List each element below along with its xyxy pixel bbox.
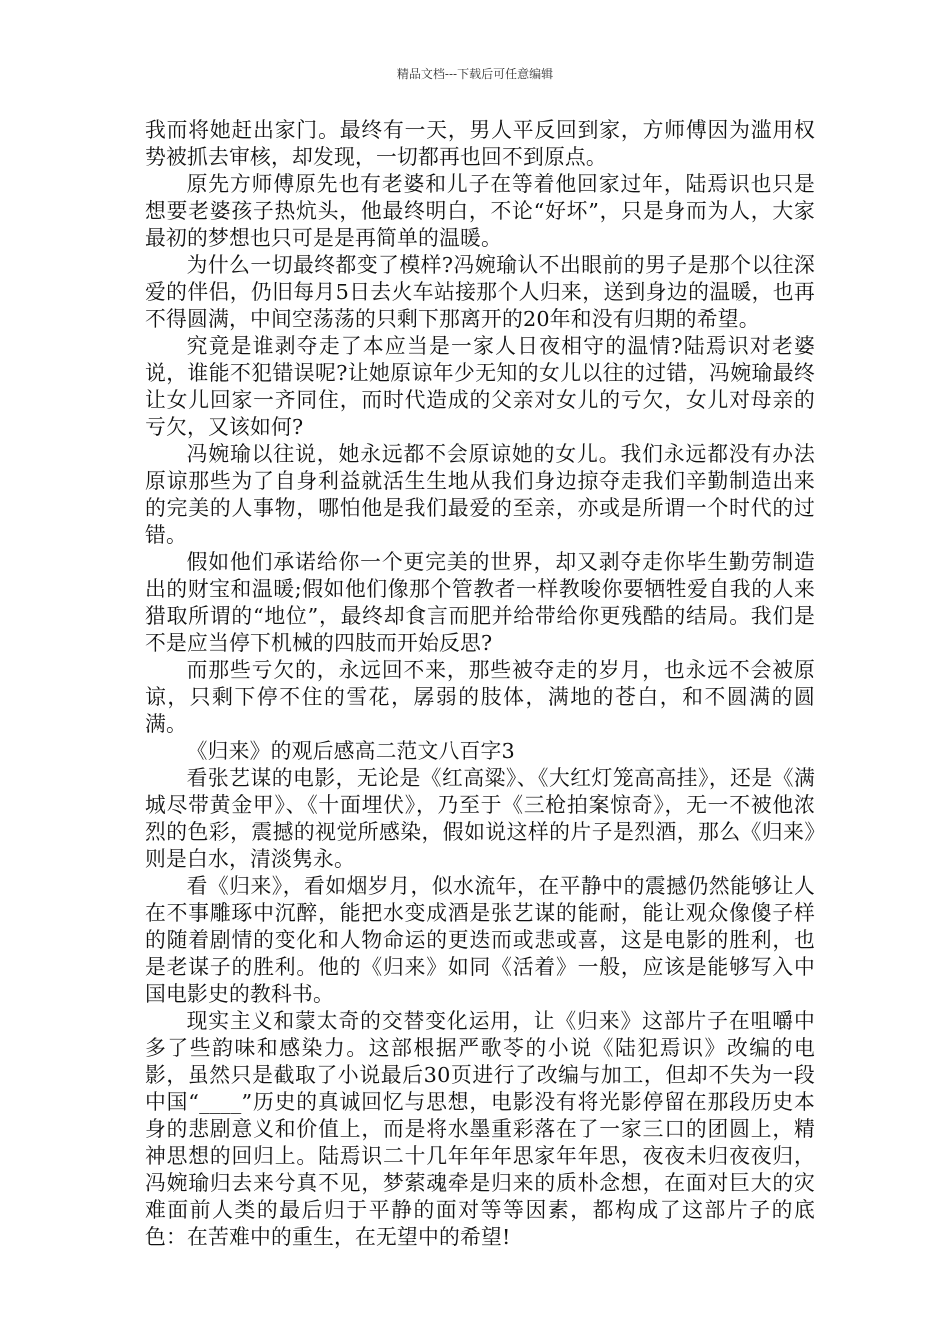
paragraph: 看张艺谋的电影，无论是《红高粱》、《大红灯笼高高挂》，还是《满城尽带黄金甲》、《十面埋伏》，乃至于《三枪拍案惊奇》，无一不被他浓烈的色彩，震撼的视觉所感染，假如说这样的片子是烈酒，那么《归来》则是白水，清淡隽永。: [145, 766, 815, 871]
paragraph: 冯婉瑜以往说，她永远都不会原谅她的女儿。我们永远都没有办法原谅那些为了自身利益就活生生地从我们身边掠夺走我们辛勤制造出来的完美的人事物，哪怕他是我们最爱的至亲，亦或是所谓一个时代的过错。: [145, 442, 815, 547]
paragraph: 原先方师傅原先也有老婆和儿子在等着他回家过年，陆焉识也只是想要老婆孩子热炕头，他最终明白，不论“好坏”，只是身而为人，大家最初的梦想也只可是是再简单的温暖。: [145, 172, 815, 250]
section-heading: 《归来》的观后感高二范文八百字3: [186, 739, 515, 763]
paragraph: 看《归来》，看如烟岁月，似水流年，在平静中的震撼仍然能够让人在不事雕琢中沉醉，能把水变成酒是张艺谋的能耐，能让观众像傻子样的随着剧情的变化和人物命运的更迭而或悲或喜，这是电影的胜利，也是老谋子的胜利。他的《归来》如同《活着》一般，应该是能够写入中国电影史的教科书。: [145, 874, 815, 1006]
paragraph: 现实主义和蒙太奇的交替变化运用，让《归来》这部片子在咀嚼中多了些韵味和感染力。这部根据严歌苓的小说《陆犯焉识》改编的电影，虽然只是截取了小说最后30页进行了改编与加工，但却不失为一段中国“____”历史的真诚回忆与思想，电影没有将光影停留在那段历史本身的悲剧意义和价值上，而是将水墨重彩落在了一家三口的团圆上，精神思想的回归上。陆焉识二十几年年年思家年年思，夜夜未归夜夜归，冯婉瑜归去来兮真不见，梦萦魂牵是归来的质朴念想，在面对巨大的灾难面前人类的最后归于平静的面对等等因素，都构成了这部片子的底色：在苦难中的重生，在无望中的希望!: [145, 1009, 815, 1249]
paragraph-continued: 我而将她赶出家门。最终有一天，男人平反回到家，方师傅因为滥用权势被抓去审核，却发现，一切都再也回不到原点。: [145, 118, 815, 169]
paragraph: 而那些亏欠的，永远回不来，那些被夺走的岁月，也永远不会被原谅，只剩下停不住的雪花，孱弱的肢体，满地的苍白，和不圆满的圆满。: [145, 658, 815, 736]
paragraph: 为什么一切最终都变了模样?冯婉瑜认不出眼前的男子是那个以往深爱的伴侣，仍旧每月5日去火车站接那个人归来，送到身边的温暖，也再不得圆满，中间空荡荡的只剩下那离开的20年和没有归期的希望。: [145, 253, 815, 331]
page-header: 精品文档---下载后可任意编辑: [396, 67, 554, 81]
document-body: [145, 117, 815, 1251]
paragraph: 究竟是谁剥夺走了本应当是一家人日夜相守的温情?陆焉识对老婆说，谁能不犯错误呢?让她原谅年少无知的女儿以往的过错，冯婉瑜最终让女儿回家一齐同住，而时代造成的父亲对女儿的亏欠，女儿对母亲的亏欠，又该如何?: [145, 334, 815, 439]
paragraph: 假如他们承诺给你一个更完美的世界，却又剥夺走你毕生勤劳制造出的财宝和温暖;假如他们像那个管教者一样教唆你要牺牲爱自我的人来猎取所谓的“地位”，最终却食言而肥并给带给你更残酷的结局。我们是不是应当停下机械的四肢而开始反思?: [145, 550, 815, 655]
